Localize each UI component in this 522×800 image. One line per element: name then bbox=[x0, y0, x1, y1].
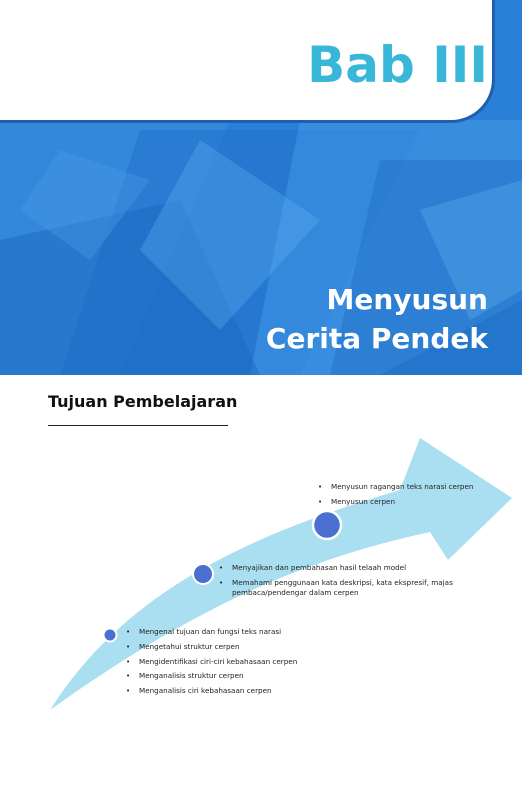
milestone-dot-1 bbox=[104, 629, 117, 642]
list-item: • Menyusun ragangan teks narasi cerpen bbox=[318, 482, 518, 492]
milestone-group-3 bbox=[318, 482, 518, 512]
list-item: • Mengetahui struktur cerpen bbox=[126, 642, 386, 652]
list-item: • Menganalisis struktur cerpen bbox=[126, 671, 386, 681]
section-divider bbox=[48, 425, 228, 426]
list-item: • Menyusun cerpen bbox=[318, 497, 518, 507]
milestone-dot-2 bbox=[193, 564, 213, 584]
list-item: • Memahami penggunaan kata deskripsi, kata ekspresif, majas pembaca/pendengar dalam cerpen bbox=[219, 578, 509, 598]
list-item: • Menyajikan dan pembahasan hasil telaah model bbox=[219, 563, 509, 573]
list-item: • Mengidentifikasi ciri-ciri kebahasaan cerpen bbox=[126, 657, 386, 667]
list-item: • Menganalisis ciri kebahasaan cerpen bbox=[126, 686, 386, 696]
milestone-group-1 bbox=[126, 627, 386, 701]
section-heading: Tujuan Pembelajaran bbox=[48, 392, 238, 411]
chapter-banner bbox=[0, 0, 522, 375]
milestone-group-2 bbox=[219, 563, 509, 603]
chapter-title-line-2: Cerita Pendek bbox=[265, 322, 488, 355]
chapter-number: Bab III bbox=[307, 36, 488, 94]
chapter-title-line-1: Menyusun bbox=[326, 283, 488, 316]
milestone-dot-3 bbox=[313, 511, 341, 539]
list-item: • Mengenal tujuan dan fungsi teks narasi bbox=[126, 627, 386, 637]
chapter-title bbox=[266, 280, 488, 358]
